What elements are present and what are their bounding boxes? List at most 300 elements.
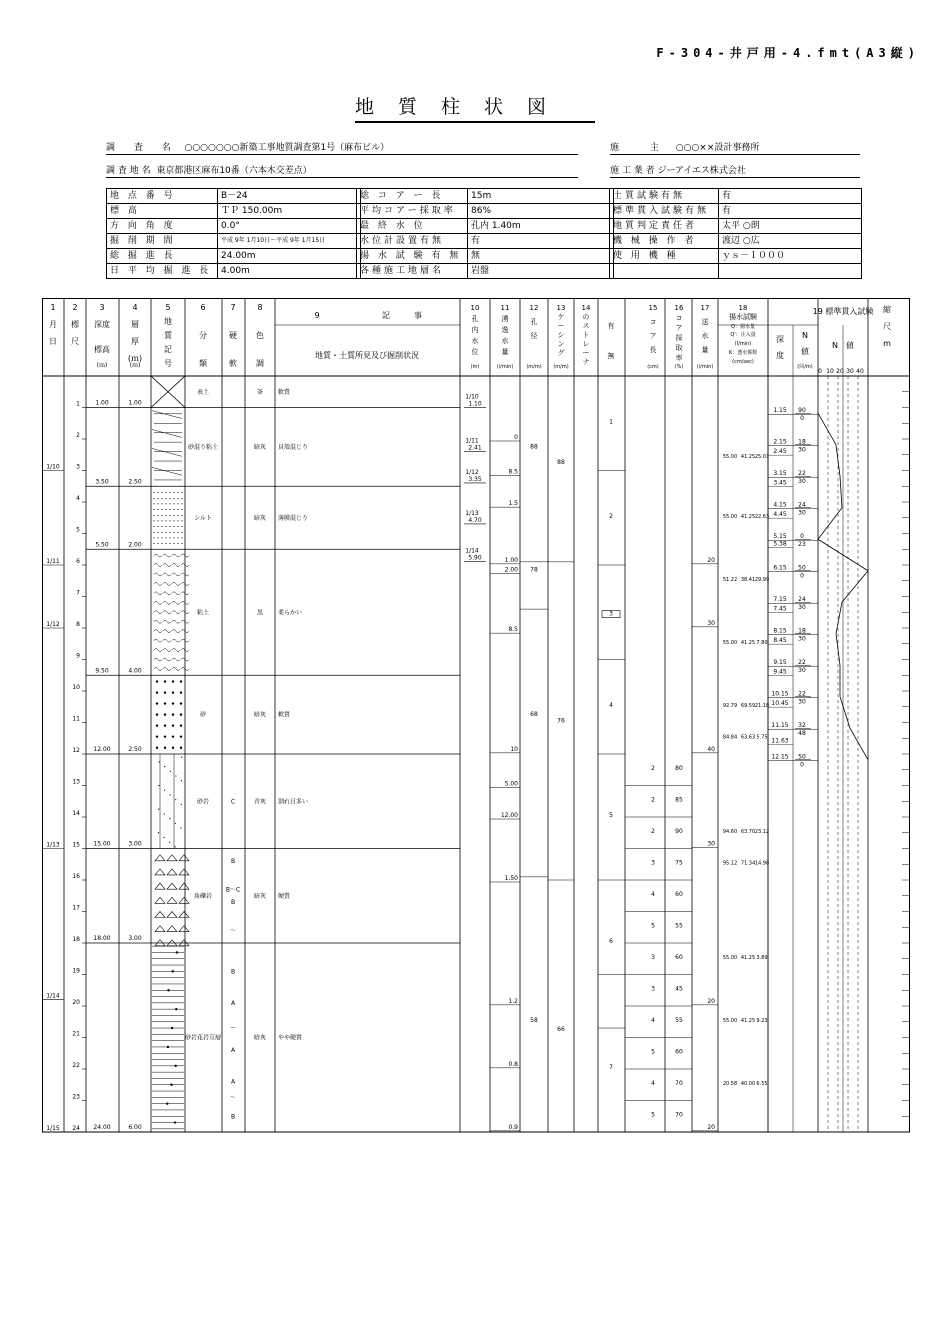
strainer-number: 4 [609, 701, 613, 709]
spt-n-penetration: 0 [800, 572, 804, 580]
hardness-mark: B [230, 899, 236, 907]
core-length: 2 [651, 796, 655, 804]
sandstone-dot-symbol [158, 785, 159, 786]
column-header: 類 [199, 359, 207, 368]
column-header: (m) [470, 364, 480, 370]
layer-color: 暗灰 [253, 514, 267, 522]
layer-note: 柔らかい [278, 609, 303, 617]
pump-q: 55.00 [722, 1017, 738, 1024]
pump-q: 94.60 [722, 828, 738, 835]
water-level-date: 1/12 [465, 468, 479, 476]
feed-water: 30 [707, 619, 715, 627]
column-header: 深 [776, 335, 784, 344]
column-header: 標 [71, 320, 79, 329]
meta-label: 日 平 均 掘 進 長 [107, 264, 218, 279]
pump-k: 29.99 [754, 576, 770, 583]
hardness-mark: ～ [229, 1094, 237, 1102]
alternation-dot-symbol [175, 1008, 177, 1010]
core-rate: 75 [675, 859, 683, 867]
depth-number: 5 [76, 526, 80, 534]
core-rate: 45 [675, 985, 683, 993]
breccia-symbol [155, 883, 165, 889]
clay-wave-symbol [172, 667, 180, 670]
pump-q-injected: 69.59 [740, 702, 756, 709]
clay-wave-symbol [163, 649, 171, 652]
sand-dot-symbol [156, 724, 158, 726]
casing-diameter: 88 [557, 459, 565, 467]
column-header: 9 [314, 311, 320, 320]
n-tick-label: 30 [846, 368, 854, 375]
meta-row [610, 219, 862, 234]
date-marker: 1/13 [46, 841, 60, 849]
depth-number: 6 [76, 558, 80, 565]
alternation-dot-symbol [167, 989, 169, 991]
spt-n-penetration: 0 [800, 761, 804, 769]
water-loss-value: 0 [514, 434, 518, 441]
sand-dot-symbol [172, 702, 174, 704]
spt-n-blows: 24 [798, 501, 806, 509]
date-marker: 1/14 [46, 992, 60, 1000]
meta-value: 平成 9年 1月10日～平成 9年 1月15日 [218, 234, 361, 249]
hardness-mark: ～ [229, 927, 237, 935]
depth-number: 16 [72, 873, 80, 880]
core-length: 3 [651, 985, 655, 993]
meta-value [719, 264, 862, 279]
sand-dot-symbol [164, 747, 166, 749]
column-header: 号 [164, 359, 172, 368]
clay-wave-symbol [154, 630, 162, 633]
breccia-symbol [179, 897, 189, 903]
sandstone-dot-symbol [175, 823, 176, 824]
column-header: 1 [50, 303, 56, 312]
pump-q-injected: 71.34 [740, 860, 756, 867]
meta-row [610, 189, 862, 204]
spt-n-penetration: 30 [798, 446, 806, 454]
clay-wave-symbol [154, 620, 162, 623]
pump-q-injected: 63.63 [740, 734, 756, 741]
column-header: (%) [674, 364, 684, 370]
spt-depth-from: 4.15 [773, 501, 787, 509]
sand-dot-symbol [156, 735, 158, 737]
column-header: ア [675, 324, 683, 332]
sand-dot-symbol [172, 691, 174, 693]
meta-label: 地 点 番 号 [107, 189, 218, 204]
column-header: 逸 [501, 326, 509, 334]
spt-depth-from: 3.15 [773, 470, 787, 478]
column-header: 質 [164, 331, 172, 340]
water-level-value: 2.41 [468, 444, 482, 452]
clay-symbol [152, 430, 182, 438]
spt-depth-from: 2.15 [773, 438, 787, 446]
meta-value: 太平 ○朗 [719, 219, 862, 234]
column-header: ト [582, 331, 590, 339]
strainer-number: 6 [609, 938, 613, 945]
spt-n-blows: 50 [798, 564, 806, 572]
meta-label: 方 向 角 度 [107, 219, 218, 234]
clay-wave-symbol [163, 639, 171, 642]
sand-dot-symbol [180, 702, 182, 704]
clay-symbol [152, 448, 182, 456]
column-header: N [802, 331, 808, 340]
clay-wave-symbol [172, 564, 180, 567]
breccia-symbol [179, 869, 189, 875]
spt-depth-to: 5.38 [773, 540, 787, 548]
column-header: 硬 [229, 331, 237, 340]
sand-dot-symbol [172, 724, 174, 726]
layer-thickness: 3.00 [128, 840, 142, 848]
column-header: ア [649, 332, 657, 340]
clay-wave-symbol [154, 611, 162, 614]
column-header: 水 [501, 337, 509, 345]
sand-dot-symbol [172, 735, 174, 737]
column-header: 分 [199, 331, 207, 340]
breccia-symbol [155, 926, 165, 932]
sand-dot-symbol [156, 680, 158, 682]
column-header: (l/min) [696, 364, 714, 370]
survey-name-row [106, 140, 578, 155]
spt-n-penetration: 30 [798, 698, 806, 706]
clay-wave-symbol [172, 573, 180, 576]
meta-row [610, 204, 862, 219]
sand-dot-symbol [156, 713, 158, 715]
water-level-value: 4.70 [468, 516, 482, 524]
meta-label: 使 用 機 種 [610, 249, 719, 264]
alternation-dot-symbol [171, 1027, 173, 1029]
core-rate: 90 [675, 827, 683, 835]
water-loss-value: 2.00 [504, 566, 518, 574]
column-header: 地質・土質所見及び掘削状況 [315, 351, 419, 360]
layer-thickness: 2.50 [128, 746, 142, 753]
meta-row [107, 189, 361, 204]
casing-diameter: 66 [557, 1026, 565, 1034]
meta-row [610, 249, 862, 264]
column-header: ス [582, 322, 590, 330]
spt-depth-to: 8.45 [773, 637, 787, 645]
column-header: Q'：注入量 [730, 332, 756, 338]
meta-row [107, 234, 361, 249]
column-header: 18 [738, 304, 748, 312]
sandstone-dot-symbol [164, 790, 165, 791]
spt-n-penetration: 0 [800, 415, 804, 423]
column-header: 3 [99, 303, 105, 312]
depth-number: 2 [76, 432, 80, 439]
pump-q-injected: 41.25 [740, 954, 756, 961]
survey-name-label: 調 査 名 [106, 143, 179, 153]
date-marker: 1/12 [46, 621, 60, 628]
sand-dot-symbol [180, 691, 182, 693]
meta-table-middle [356, 188, 614, 279]
spt-depth-from: 5.15 [773, 533, 787, 541]
strainer-number: 3 [609, 610, 613, 618]
survey-name: ○○○○○○○新築工事地質調査第1号（麻布ビル） [184, 143, 390, 153]
column-header: (l/min) [496, 364, 514, 370]
owner-label: 施 主 [610, 143, 673, 153]
water-loss-value: 0.8 [508, 1060, 518, 1068]
sand-dot-symbol [172, 713, 174, 715]
water-level-date: 1/13 [465, 509, 479, 517]
layer-depth: 12.00 [93, 746, 111, 753]
clay-wave-symbol [163, 554, 171, 557]
spt-n-penetration: 30 [798, 509, 806, 517]
clay-wave-symbol [172, 639, 180, 642]
meta-row [107, 264, 361, 279]
column-header: 15 [648, 304, 658, 312]
layer-color: 暗灰 [253, 1034, 267, 1042]
column-header: 長 [649, 346, 657, 354]
spt-n-penetration: 30 [798, 604, 806, 612]
sand-dot-symbol [180, 735, 182, 737]
pump-q: 95.12 [722, 860, 738, 867]
core-length: 2 [651, 827, 655, 835]
layer-note: 薄膜混じり [278, 514, 309, 522]
breccia-symbol [167, 912, 177, 918]
clay-wave-symbol [154, 582, 162, 585]
layer-color: 暗灰 [253, 443, 267, 451]
boring-log [42, 298, 910, 1134]
clay-wave-symbol [163, 564, 171, 567]
water-loss-value: 1.50 [504, 875, 518, 882]
column-header: 揚水試験 [729, 313, 757, 321]
column-header: 度 [776, 351, 784, 360]
sandstone-dot-symbol [170, 771, 171, 772]
clay-wave-symbol [163, 592, 171, 595]
meta-label: 標 高 [107, 204, 218, 219]
sand-dot-symbol [180, 680, 182, 682]
pump-k: 23.12 [754, 828, 770, 835]
meta-row [357, 264, 614, 279]
column-header: (l/min) [734, 341, 752, 347]
column-header: 16 [674, 304, 684, 312]
layer-depth: 3.50 [95, 478, 109, 486]
hardness-mark: B [230, 1113, 236, 1121]
clay-wave-symbol [154, 564, 162, 567]
column-header: 13 [556, 304, 566, 312]
sand-dot-symbol [164, 691, 166, 693]
spt-n-penetration: 23 [798, 541, 806, 549]
column-header: (ｍ) [127, 354, 143, 363]
column-header: コ [675, 314, 683, 322]
spt-n-blows: 22 [798, 470, 806, 478]
pump-k: 6.55 [756, 1080, 768, 1087]
column-header: 径 [530, 332, 538, 340]
alternation-dot-symbol [174, 1121, 176, 1123]
spt-depth-from: 1.15 [773, 407, 787, 415]
spt-n-blows: 32 [798, 722, 806, 730]
feed-water: 20 [707, 1123, 715, 1131]
date-marker: 1/10 [46, 463, 60, 471]
sand-dot-symbol [164, 680, 166, 682]
meta-value: ｙｓ－１０００ [719, 249, 862, 264]
owner: ○○○××設計事務所 [675, 143, 760, 153]
column-header: 深度 [94, 320, 110, 329]
spt-depth-from: 11.15 [771, 722, 789, 730]
hole-diameter: 58 [530, 1016, 538, 1024]
column-header: グ [557, 349, 565, 357]
sandstone-dot-symbol [175, 799, 176, 800]
water-level-value: 3.35 [468, 475, 482, 483]
sand-dot-symbol [180, 747, 182, 749]
depth-number: 9 [76, 652, 80, 660]
meta-value: 渡辺 ○広 [719, 234, 862, 249]
clay-wave-symbol [163, 658, 171, 661]
clay-wave-symbol [163, 667, 171, 670]
core-rate: 85 [675, 796, 683, 804]
breccia-symbol [155, 855, 165, 861]
spt-depth-to: 10.45 [771, 700, 789, 708]
pump-q-injected: 63.70 [740, 828, 756, 835]
column-header: レ [582, 340, 590, 348]
spt-n-blows: 18 [798, 627, 806, 635]
sandstone-dot-symbol [169, 842, 170, 843]
column-header: 内 [471, 326, 479, 334]
hardness-mark: A [230, 999, 236, 1007]
water-level-value: 5.90 [468, 554, 482, 562]
file-id: F-304-井戸用-4.fmt(A3縦) [656, 46, 920, 60]
meta-label: 各種施工地層名 [357, 264, 468, 279]
pump-q: 55.00 [722, 453, 738, 460]
depth-number: 24 [72, 1125, 80, 1132]
clay-wave-symbol [172, 611, 180, 614]
core-length: 2 [651, 764, 655, 772]
spt-n-blows: 0 [800, 533, 804, 541]
casing-diameter: 76 [557, 717, 565, 725]
breccia-symbol [179, 883, 189, 889]
pump-q: 55.00 [722, 513, 738, 520]
pump-k: 22.63 [754, 513, 770, 520]
meta-value: 0.0° [218, 219, 361, 234]
spt-depth-to: 7.45 [773, 605, 787, 613]
pump-k: 21.18 [754, 702, 770, 709]
column-header: の [582, 313, 590, 321]
meta-value: 4.00m [218, 264, 361, 279]
layer-depth: 24.00 [93, 1124, 111, 1131]
n-tick-label: 10 [826, 368, 834, 375]
hardness-mark: ～ [229, 1025, 237, 1033]
core-length: 4 [651, 1079, 655, 1087]
water-loss-value: 5.00 [504, 780, 518, 788]
contractor: ジーアイエス株式会社 [657, 166, 746, 176]
pump-q: 55.00 [722, 954, 738, 961]
strainer-number: 5 [609, 812, 613, 819]
layer-name: 砂 [199, 711, 207, 719]
column-header: シ [557, 331, 565, 339]
column-header: 標高 [94, 345, 110, 354]
sandstone-dot-symbol [158, 832, 159, 833]
layer-thickness: 3.00 [128, 935, 142, 942]
column-header: Q：揚水量 [731, 324, 755, 330]
page-title: 地質柱状図 [355, 92, 595, 123]
spt-depth-to: 9.45 [773, 668, 787, 676]
meta-value: 岩盤 [468, 264, 614, 279]
column-header: ン [557, 340, 565, 348]
spt-n-penetration: 30 [798, 667, 806, 675]
spt-n-blows: 22 [798, 659, 806, 667]
core-rate: 70 [675, 1079, 683, 1087]
depth-number: 7 [76, 589, 80, 597]
core-rate: 60 [675, 953, 683, 961]
meta-value: 無 [468, 249, 614, 264]
column-header: (cm) [647, 364, 659, 370]
core-length: 5 [651, 1048, 655, 1056]
layer-thickness: 2.00 [128, 541, 142, 549]
meta-row [107, 249, 361, 264]
clay-wave-symbol [172, 658, 180, 661]
meta-value: 孔内 1.40m [468, 219, 614, 234]
layer-color: 暗灰 [253, 711, 267, 719]
column-header: (cm/sec) [732, 359, 754, 365]
layer-name: 角礫岩 [193, 892, 213, 900]
depth-number: 21 [72, 1030, 80, 1038]
hardness-mark: B [230, 968, 236, 976]
depth-number: 17 [72, 904, 80, 912]
column-header: 10 [470, 304, 480, 312]
sand-dot-symbol [172, 747, 174, 749]
breccia-symbol [167, 897, 177, 903]
layer-thickness: 4.00 [128, 667, 142, 675]
spt-depth-from: 9.15 [773, 659, 787, 667]
alternation-dot-symbol [176, 951, 178, 953]
water-level-date: 1/11 [465, 437, 479, 445]
column-header: ナ [582, 358, 590, 366]
layer-thickness: 6.00 [128, 1124, 142, 1131]
column-header: 17 [700, 304, 710, 312]
layer-thickness: 2.50 [128, 478, 142, 486]
depth-number: 20 [72, 999, 80, 1006]
pump-k: 25.01 [754, 453, 770, 460]
alternation-dot-symbol [172, 970, 174, 972]
water-loss-value: 12.00 [500, 812, 518, 819]
depth-number: 13 [72, 778, 80, 786]
clay-wave-symbol [163, 601, 171, 604]
sandstone-dot-symbol [159, 761, 160, 762]
column-header: (m/m) [553, 364, 569, 370]
water-level-value: 1.10 [468, 400, 482, 408]
sand-dot-symbol [156, 702, 158, 704]
spt-n-penetration: 48 [798, 730, 806, 738]
column-header: ケ [557, 313, 565, 321]
core-rate: 80 [675, 764, 683, 772]
column-header: 水 [701, 332, 709, 340]
column-header: 取 [675, 344, 683, 352]
alternation-dot-symbol [175, 1065, 177, 1067]
contractor-row [610, 163, 860, 178]
column-header: K：透水係数 [728, 350, 758, 356]
meta-label: 掘 削 期 間 [107, 234, 218, 249]
layer-note: 硬質 [278, 892, 291, 900]
pump-q: 20.58 [722, 1080, 738, 1087]
spt-depth-to: 11.63 [771, 737, 789, 745]
column-header: 縮 [883, 305, 891, 314]
sandstone-dot-symbol [181, 757, 182, 758]
meta-row [107, 219, 361, 234]
meta-label: 最 終 水 位 [357, 219, 468, 234]
layer-depth: 9.50 [95, 667, 109, 675]
column-header: 水 [471, 337, 479, 345]
meta-value: ＴＰ 150.00m [218, 204, 361, 219]
layer-color: 青灰 [253, 798, 267, 806]
meta-value: 24.00m [218, 249, 361, 264]
core-length: 4 [651, 890, 655, 898]
core-rate: 55 [675, 922, 683, 930]
n-tick-label: 40 [856, 368, 864, 375]
depth-number: 14 [72, 810, 80, 817]
water-loss-value: 0.9 [508, 1123, 518, 1131]
meta-value: 15m [468, 189, 614, 204]
column-header: 2 [72, 303, 78, 312]
sand-dot-symbol [164, 735, 166, 737]
column-header: 尺 [71, 337, 79, 346]
layer-note: 軟質 [278, 711, 291, 719]
